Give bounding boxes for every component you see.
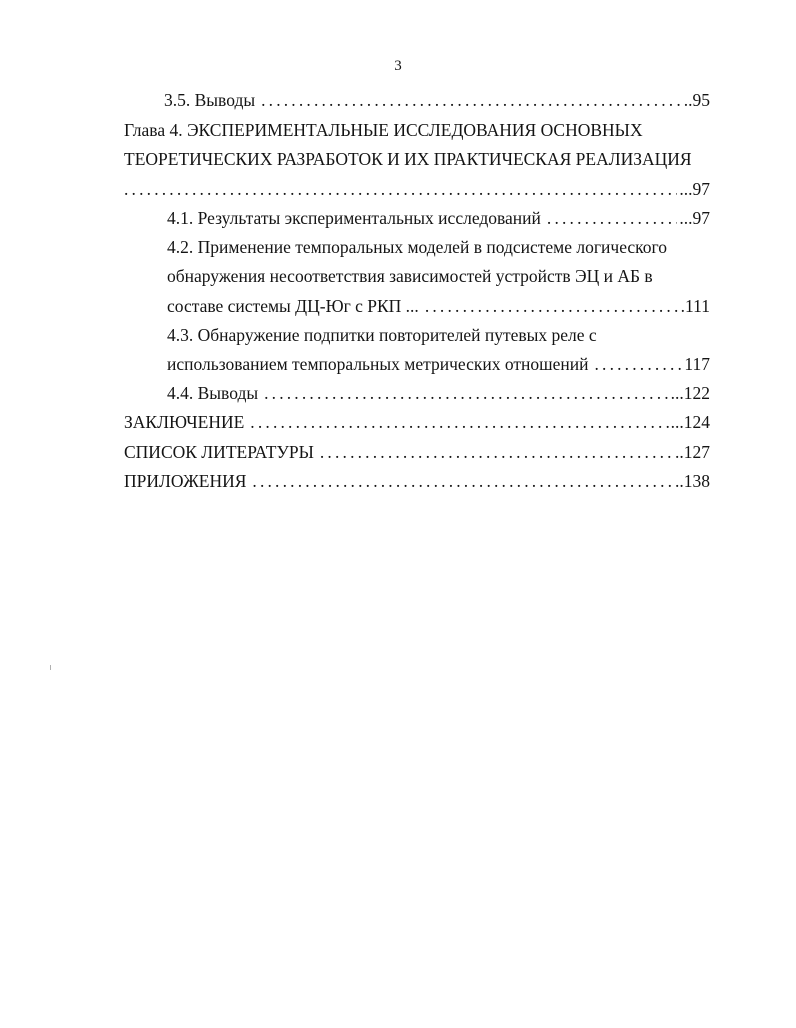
toc-entry-3-5 xyxy=(164,88,710,112)
toc-entry-page: ..127 xyxy=(675,442,710,462)
toc-chapter-4-title-line-2: ТЕОРЕТИЧЕСКИХ РАЗРАБОТОК И ИХ ПРАКТИЧЕСКАЯ РЕАЛИЗАЦИЯ xyxy=(124,149,692,169)
toc-entry-label: использованием темпоральных метрических отношений xyxy=(167,354,589,374)
toc-entry-4-1 xyxy=(167,206,710,230)
toc-entry-4-3-line-2 xyxy=(167,352,710,376)
dot-leader xyxy=(252,469,673,493)
toc-entry-label: 4.4. Выводы xyxy=(167,383,259,403)
scan-speck xyxy=(50,665,51,670)
toc-entry-page: ...122 xyxy=(670,383,710,403)
toc-entry-page: ...124 xyxy=(670,412,710,432)
toc-entry-page: ..95 xyxy=(683,90,710,110)
page-number: 3 xyxy=(394,58,402,74)
toc-entry-4-2-line-3 xyxy=(167,294,710,318)
dot-leader xyxy=(250,410,668,434)
toc-entry-label: составе системы ДЦ-Юг с РКП ... xyxy=(167,296,419,316)
toc-entry-page: ..138 xyxy=(675,471,710,491)
toc-entry-page: ...97 xyxy=(679,208,710,228)
toc-entry-label: 3.5. Выводы xyxy=(164,90,256,110)
toc-entry-label: ПРИЛОЖЕНИЯ xyxy=(124,471,247,491)
toc-entry-page: ...97 xyxy=(679,179,710,199)
toc-entry-conclusion xyxy=(124,410,710,434)
toc-entry-references xyxy=(124,440,710,464)
dot-leader xyxy=(547,206,677,230)
toc-entry-4-4 xyxy=(167,381,710,405)
toc-chapter-4-leader xyxy=(124,177,710,201)
dot-leader xyxy=(264,381,669,405)
toc-entry-label: 4.1. Результаты экспериментальных исследований xyxy=(167,208,541,228)
toc-entry-appendices xyxy=(124,469,710,493)
toc-entry-page: .111 xyxy=(680,296,710,316)
toc-entry-4-3-line-1: 4.3. Обнаружение подпитки повторителей путевых реле с xyxy=(167,325,597,345)
dot-leader xyxy=(261,88,682,112)
toc-entry-4-2-line-2: обнаружения несоответствия зависимостей устройств ЭЦ и АБ в xyxy=(167,266,653,286)
toc-entry-label: ЗАКЛЮЧЕНИЕ xyxy=(124,412,245,432)
toc-entry-page: 117 xyxy=(684,354,710,374)
dot-leader xyxy=(320,440,673,464)
toc-chapter-4-title-line-1: Глава 4. ЭКСПЕРИМЕНТАЛЬНЫЕ ИССЛЕДОВАНИЯ ОСНОВНЫХ xyxy=(124,120,643,140)
toc-entry-label: СПИСОК ЛИТЕРАТУРЫ xyxy=(124,442,314,462)
dot-leader xyxy=(124,177,677,201)
dot-leader xyxy=(594,352,682,376)
toc-entry-4-2-line-1: 4.2. Применение темпоральных моделей в подсистеме логического xyxy=(167,237,668,257)
dot-leader xyxy=(425,294,679,318)
